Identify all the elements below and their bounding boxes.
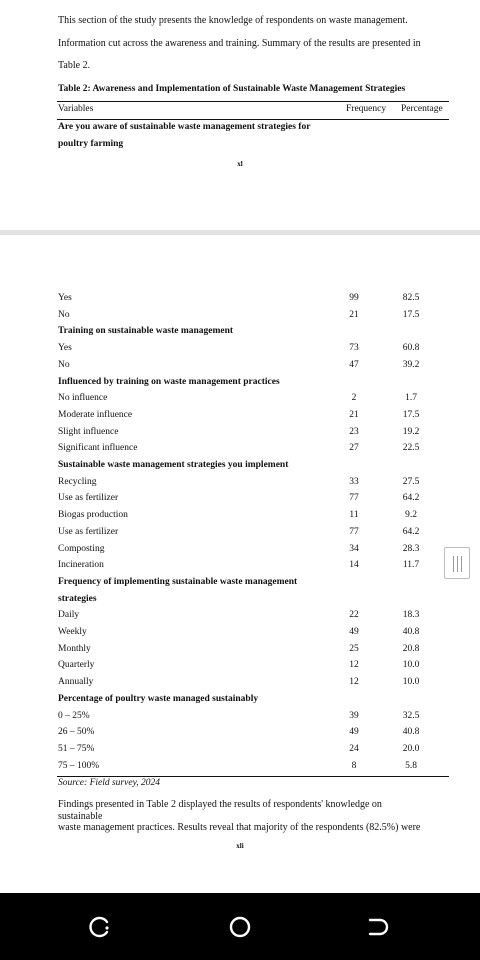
row-frequency: 73 [349, 343, 359, 353]
section-heading: strategies [58, 594, 97, 604]
row-percentage: 1.7 [405, 393, 417, 403]
row-label: Yes [58, 293, 72, 303]
row-percentage: 27.5 [402, 477, 420, 487]
table-top-rule [57, 101, 449, 102]
home-circle-icon[interactable] [220, 907, 260, 947]
row-label: Weekly [58, 627, 87, 637]
header-variables: Variables [58, 104, 94, 114]
row-label: Use as fertilizer [58, 527, 119, 537]
row-percentage: 9.2 [405, 510, 417, 520]
section-heading-awareness-2: poultry farming [58, 139, 124, 149]
row-label: 51 – 75% [58, 744, 95, 754]
intro-line-3: Table 2. [58, 60, 91, 71]
navigation-bar [0, 893, 480, 960]
row-frequency: 25 [349, 644, 359, 654]
row-label: Significant influence [58, 443, 138, 453]
row-frequency: 77 [349, 527, 359, 537]
row-frequency: 8 [351, 761, 357, 771]
row-frequency: 27 [349, 443, 359, 453]
row-label: Composting [58, 544, 105, 554]
row-label: Moderate influence [58, 410, 133, 420]
intro-line-1: This section of the study presents the knowledge of respondents on waste management. [58, 15, 408, 26]
section-heading: Percentage of poultry waste managed sustainably [58, 694, 259, 704]
row-percentage: 22.5 [402, 443, 420, 453]
row-label: Incineration [58, 560, 104, 570]
row-percentage: 64.2 [402, 493, 420, 503]
scroll-handle[interactable] [444, 547, 470, 579]
row-label: 26 – 50% [58, 727, 95, 737]
section-heading: Training on sustainable waste management [58, 326, 234, 336]
intro-line-2: Information cut across the awareness and training. Summary of the results are presented in [58, 38, 421, 49]
row-percentage: 5.8 [405, 761, 417, 771]
row-percentage: 10.0 [402, 677, 420, 687]
row-frequency: 39 [349, 711, 359, 721]
row-percentage: 32.5 [402, 711, 420, 721]
table-source: Source: Field survey, 2024 [58, 778, 161, 788]
row-percentage: 17.5 [402, 310, 420, 320]
row-percentage: 39.2 [402, 360, 420, 370]
section-heading-awareness-1: Are you aware of sustainable waste management strategies for [58, 122, 311, 132]
row-label: Monthly [58, 644, 91, 654]
header-percentage: Percentage [401, 104, 443, 114]
findings-line-2: waste management practices. Results reveal that majority of the respondents (82.5%) were [58, 822, 421, 833]
row-percentage: 18.3 [402, 610, 420, 620]
row-label: Annually [58, 677, 94, 687]
row-label: 0 – 25% [58, 711, 90, 721]
findings-line-1: Findings presented in Table 2 displayed the results of respondents' knowledge on sustainable [58, 799, 382, 822]
row-frequency: 49 [349, 627, 359, 637]
row-label: Recycling [58, 477, 97, 487]
row-frequency: 33 [349, 477, 359, 487]
page-separator [0, 230, 480, 235]
row-percentage: 82.5 [402, 293, 420, 303]
row-frequency: 14 [349, 560, 359, 570]
row-percentage: 40.8 [402, 727, 420, 737]
row-label: Slight influence [58, 427, 119, 437]
row-frequency: 21 [349, 310, 359, 320]
row-percentage: 60.8 [402, 343, 420, 353]
row-percentage: 19.2 [402, 427, 420, 437]
row-frequency: 24 [349, 744, 359, 754]
page-number: xl [237, 160, 243, 168]
row-label: No influence [58, 393, 108, 403]
row-percentage: 11.7 [402, 560, 420, 570]
row-label: No [58, 310, 70, 320]
row-frequency: 11 [349, 510, 359, 520]
row-frequency: 12 [349, 677, 359, 687]
recents-icon[interactable] [80, 907, 120, 947]
row-frequency: 34 [349, 544, 359, 554]
row-frequency: 49 [349, 727, 359, 737]
section-heading: Sustainable waste management strategies you implement [58, 460, 289, 470]
row-percentage: 40.8 [402, 627, 420, 637]
section-heading: Frequency of implementing sustainable waste management [58, 577, 298, 587]
page-number: xli [236, 842, 244, 850]
row-label: Quarterly [58, 660, 95, 670]
header-frequency: Frequency [346, 104, 387, 114]
row-frequency: 21 [349, 410, 359, 420]
row-label: Use as fertilizer [58, 493, 119, 503]
row-label: Yes [58, 343, 72, 353]
row-percentage: 28.3 [402, 544, 420, 554]
row-percentage: 10.0 [402, 660, 420, 670]
row-percentage: 17.5 [402, 410, 420, 420]
table-title: Table 2: Awareness and Implementation of Sustainable Waste Management Strategies [58, 84, 406, 94]
row-label: Daily [58, 610, 80, 620]
row-label: Biogas production [58, 510, 128, 520]
section-heading: Influenced by training on waste management practices [58, 377, 280, 387]
row-percentage: 20.8 [402, 644, 420, 654]
back-arrow-icon[interactable] [358, 907, 398, 947]
row-frequency: 23 [349, 427, 359, 437]
row-frequency: 12 [349, 660, 359, 670]
row-percentage: 20.0 [402, 744, 420, 754]
row-frequency: 22 [349, 610, 359, 620]
row-percentage: 64.2 [402, 527, 420, 537]
row-frequency: 47 [349, 360, 359, 370]
header-bottom-rule [57, 119, 449, 120]
row-frequency: 99 [349, 293, 359, 303]
row-frequency: 2 [351, 393, 357, 403]
row-label: 75 – 100% [58, 761, 100, 771]
row-label: No [58, 360, 70, 370]
row-frequency: 77 [349, 493, 359, 503]
